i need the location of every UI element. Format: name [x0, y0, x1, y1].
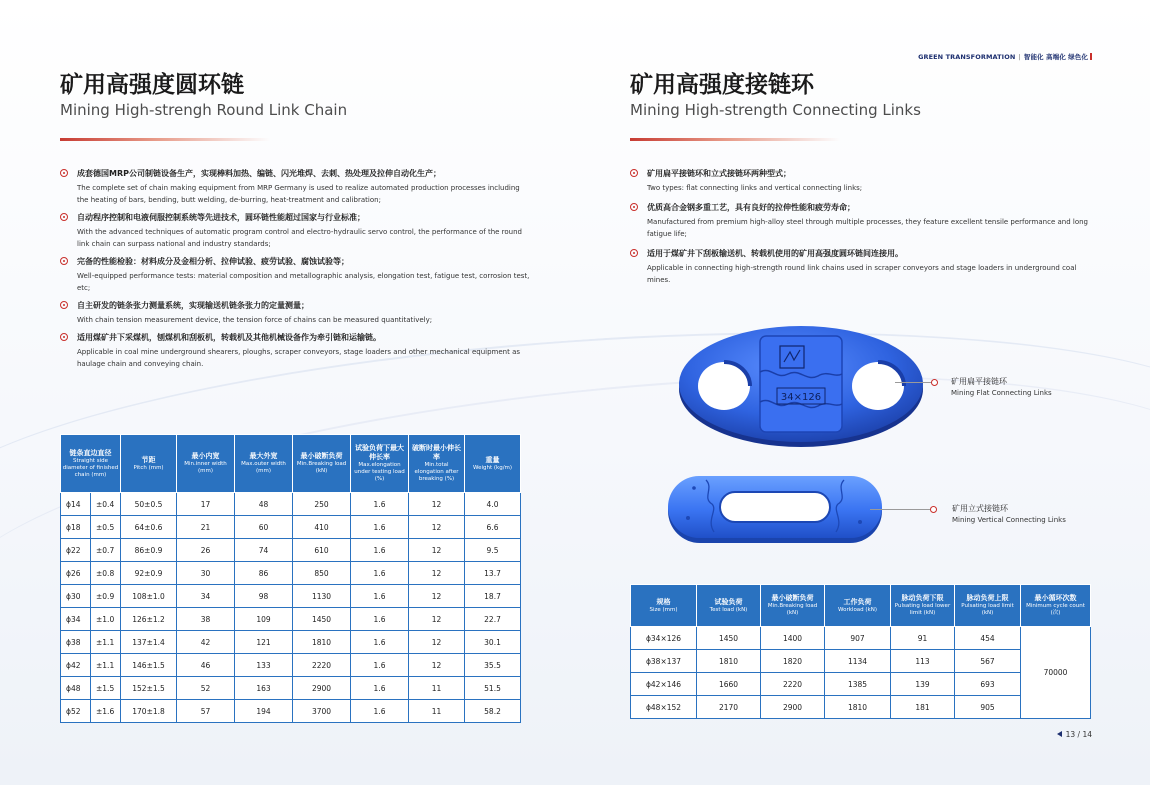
callout-en: Mining Flat Connecting Links — [951, 389, 1052, 397]
column-header: 节距 Pitch (mm) — [121, 435, 177, 493]
table-cell: 1.6 — [351, 608, 409, 631]
table-cell: ϕ42×146 — [631, 673, 697, 696]
bullet-cn: 完备的性能检验：材料成分及金相分析、拉伸试验、疲劳试验、腐蚀试验等； — [77, 257, 349, 266]
table-cell: 12 — [409, 654, 465, 677]
table-body — [61, 493, 521, 723]
bullet-icon — [630, 249, 638, 257]
previous-page-icon[interactable] — [1057, 731, 1062, 737]
bullet-icon — [60, 333, 68, 341]
table-cell: 12 — [409, 631, 465, 654]
table-row — [61, 585, 521, 608]
bullet-icon — [60, 169, 68, 177]
table-cell: 86±0.9 — [121, 539, 177, 562]
table-cell: 181 — [891, 696, 955, 719]
table-cell: 1.6 — [351, 631, 409, 654]
bullet-icon — [60, 213, 68, 221]
table-cell: 58.2 — [465, 700, 521, 723]
bullet-en: Two types: flat connecting links and vertical connecting links; — [647, 184, 863, 192]
list-item — [60, 332, 530, 370]
table-cell: 2220 — [293, 654, 351, 677]
table-cell: ϕ34×126 — [631, 627, 697, 650]
table-cell: 9.5 — [465, 539, 521, 562]
table-cell: 12 — [409, 562, 465, 585]
table-cell: 1810 — [697, 650, 761, 673]
table-row — [61, 516, 521, 539]
table-cell: 1450 — [697, 627, 761, 650]
column-header: 脉动负荷下限 Pulsating load lower limit (kN) — [891, 585, 955, 627]
table-cell: 121 — [235, 631, 293, 654]
table-cell: ±1.1 — [91, 654, 121, 677]
table-cell: 86 — [235, 562, 293, 585]
table-cell: ϕ38 — [61, 631, 91, 654]
table-cell: 410 — [293, 516, 351, 539]
table-cell: 35.5 — [465, 654, 521, 677]
callout-dot-icon — [930, 506, 937, 513]
tagline-en: GREEN TRANSFORMATION — [918, 53, 1016, 61]
column-header: 工作负荷 Workload (kN) — [825, 585, 891, 627]
bullet-cn: 自动程序控制和电液伺服控制系统等先进技术，圆环链性能超过国家与行业标准； — [77, 213, 365, 222]
left-bullet-list — [60, 168, 530, 376]
table-cell: ϕ34 — [61, 608, 91, 631]
table-cell: ±0.7 — [91, 539, 121, 562]
table-cell: 1.6 — [351, 654, 409, 677]
table-cell: ϕ30 — [61, 585, 91, 608]
list-item — [60, 256, 530, 294]
table-row — [61, 493, 521, 516]
callout-cn: 矿用立式接链环 — [952, 504, 1008, 513]
callout-leader-line — [895, 382, 933, 383]
table-cell: ±0.5 — [91, 516, 121, 539]
table-cell: 42 — [177, 631, 235, 654]
link-size-marking: 34×126 — [780, 392, 822, 403]
right-bullet-list — [630, 168, 1095, 292]
table-cell: 1400 — [761, 627, 825, 650]
table-cell: 17 — [177, 493, 235, 516]
table-cell: 12 — [409, 493, 465, 516]
table-cell: 60 — [235, 516, 293, 539]
callout-leader-line — [870, 509, 930, 510]
table-cell: 137±1.4 — [121, 631, 177, 654]
table-cell: 126±1.2 — [121, 608, 177, 631]
table-cell: 907 — [825, 627, 891, 650]
table-cell: 92±0.9 — [121, 562, 177, 585]
table-cell: 1.6 — [351, 516, 409, 539]
bullet-cn: 成套德国MRP公司制链设备生产，实现棒料加热、编链、闪光堆焊、去刺、热处理及拉伸自动化生产； — [77, 169, 441, 178]
bullet-icon — [60, 301, 68, 309]
table-cell: 1.6 — [351, 539, 409, 562]
list-item — [60, 212, 530, 250]
table-row — [61, 700, 521, 723]
table-row — [61, 562, 521, 585]
bullet-icon — [60, 257, 68, 265]
table-cell: 52 — [177, 677, 235, 700]
right-title-en: Mining High-strength Connecting Links — [630, 101, 921, 119]
list-item — [630, 168, 1095, 194]
table-cell: 12 — [409, 608, 465, 631]
table-cell: ϕ18 — [61, 516, 91, 539]
column-header: 最小破断负荷 Min.Breaking load (kN) — [293, 435, 351, 493]
table-cell: 4.0 — [465, 493, 521, 516]
bullet-en: Well-equipped performance tests: material composition and metallographic analysis, elongation test, fatigue test, corrosion test, etc; — [77, 272, 530, 292]
table-cell: 194 — [235, 700, 293, 723]
table-row — [61, 654, 521, 677]
table-cell: ϕ42 — [61, 654, 91, 677]
table-cell: 693 — [955, 673, 1021, 696]
table-cell: 98 — [235, 585, 293, 608]
table-cell: 50±0.5 — [121, 493, 177, 516]
table-cell: 152±1.5 — [121, 677, 177, 700]
table-row — [61, 539, 521, 562]
table-cell: 109 — [235, 608, 293, 631]
table-cell: ±0.4 — [91, 493, 121, 516]
table-cell: 850 — [293, 562, 351, 585]
table-cell: 21 — [177, 516, 235, 539]
left-title-cn: 矿用高强度圆环链 — [60, 72, 244, 98]
table-cell: 163 — [235, 677, 293, 700]
table-cell: 139 — [891, 673, 955, 696]
table-cell: 51.5 — [465, 677, 521, 700]
left-title-en: Mining High-strengh Round Link Chain — [60, 101, 348, 119]
table-cell: 133 — [235, 654, 293, 677]
table-cell: 146±1.5 — [121, 654, 177, 677]
left-title-rule — [60, 138, 270, 141]
column-header: 脉动负荷上限 Pulsating load limit (kN) — [955, 585, 1021, 627]
table-cell: 48 — [235, 493, 293, 516]
bullet-icon — [630, 203, 638, 211]
table-cell: 1660 — [697, 673, 761, 696]
table-cell: 30 — [177, 562, 235, 585]
table-cell: ±1.6 — [91, 700, 121, 723]
table-cell: ±0.9 — [91, 585, 121, 608]
table-cell: 34 — [177, 585, 235, 608]
tagline-accent-bar — [1090, 53, 1092, 60]
table-cell: 2220 — [761, 673, 825, 696]
table-cell: 30.1 — [465, 631, 521, 654]
page-indicator — [1057, 730, 1092, 739]
table-cell: ϕ14 — [61, 493, 91, 516]
bullet-cn: 优质高合金钢多重工艺，具有良好的拉伸性能和疲劳寿命； — [647, 203, 855, 212]
table-cell: 567 — [955, 650, 1021, 673]
table-header-row — [61, 435, 521, 493]
table-cell: 1.6 — [351, 700, 409, 723]
header-tagline: GREEN TRANSFORMATION | 智能化 高端化 绿色化 — [918, 52, 1092, 61]
table-cell: 6.6 — [465, 516, 521, 539]
table-cell: 26 — [177, 539, 235, 562]
bullet-icon — [630, 169, 638, 177]
table-cell: 12 — [409, 585, 465, 608]
table-cell: ϕ38×137 — [631, 650, 697, 673]
vertical-connecting-link-image — [666, 474, 884, 546]
table-cell: 1820 — [761, 650, 825, 673]
table-row — [61, 631, 521, 654]
table-cell: 12 — [409, 539, 465, 562]
bullet-en: With chain tension measurement device, the tension force of chains can be measured quantitatively; — [77, 316, 433, 324]
table-cell: ϕ48×152 — [631, 696, 697, 719]
table-cell: ϕ22 — [61, 539, 91, 562]
round-link-chain-spec-table — [60, 434, 521, 723]
table-cell: 18.7 — [465, 585, 521, 608]
bullet-cn: 自主研发的链条张力测量系统，实现输送机链条张力的定量测量； — [77, 301, 309, 310]
list-item — [60, 168, 530, 206]
table-cell: 1.6 — [351, 677, 409, 700]
bullet-cn: 矿用扁平接链环和立式接链环两种型式； — [647, 169, 791, 178]
table-cell: 108±1.0 — [121, 585, 177, 608]
table-cell: 2170 — [697, 696, 761, 719]
column-header: 链条直边直径 Straight side diameter of finished chain (mm) — [61, 435, 121, 493]
table-cell: 1.6 — [351, 562, 409, 585]
right-title-cn: 矿用高强度接链环 — [630, 72, 814, 98]
table-cell: 1450 — [293, 608, 351, 631]
table-cell: 1810 — [825, 696, 891, 719]
table-row — [61, 608, 521, 631]
table-cell: 2900 — [761, 696, 825, 719]
bullet-cn: 适用煤矿井下采煤机，刨煤机和刮板机，转载机及其他机械设备作为牵引链和运输链。 — [77, 333, 381, 342]
column-header: 破断时最小伸长率 Min.total elongation after breaking (%) — [409, 435, 465, 493]
column-header: 规格 Size (mm) — [631, 585, 697, 627]
table-cell: ±0.8 — [91, 562, 121, 585]
table-cell: 1385 — [825, 673, 891, 696]
right-title-rule — [630, 138, 840, 141]
bullet-en: Manufactured from premium high-alloy steel through multiple processes, they feature excellent tensile performance and long fatigue life; — [647, 218, 1088, 238]
table-header-row — [631, 585, 1091, 627]
table-cell: 1.6 — [351, 493, 409, 516]
table-cell: 12 — [409, 516, 465, 539]
table-cell: 454 — [955, 627, 1021, 650]
table-cell: ϕ52 — [61, 700, 91, 723]
bullet-cn: 适用于煤矿井下刮板输送机、转载机使用的矿用高强度圆环链间连接用。 — [647, 249, 903, 258]
bullet-en: Applicable in coal mine underground shearers, ploughs, scraper conveyors, stage loaders and other mechanical equipment as haulage chain and conveying chain. — [77, 348, 520, 368]
table-cell: 46 — [177, 654, 235, 677]
table-body — [631, 627, 1091, 719]
table-cell: 64±0.6 — [121, 516, 177, 539]
table-cell: ±1.1 — [91, 631, 121, 654]
connecting-link-spec-table — [630, 584, 1091, 719]
table-cell: 11 — [409, 677, 465, 700]
column-header: 最小内宽 Min.inner width (mm) — [177, 435, 235, 493]
callout-en: Mining Vertical Connecting Links — [952, 516, 1066, 524]
table-cell: 1130 — [293, 585, 351, 608]
table-row — [61, 677, 521, 700]
column-header: 最大外宽 Max.outer width (mm) — [235, 435, 293, 493]
column-header: 试验负荷 Test load (kN) — [697, 585, 761, 627]
table-cell: 905 — [955, 696, 1021, 719]
column-header: 试验负荷下最大伸长率 Max.elongation under testing load (%) — [351, 435, 409, 493]
table-row — [631, 627, 1091, 650]
table-cell: 1810 — [293, 631, 351, 654]
table-cell: 38 — [177, 608, 235, 631]
table-cell: 113 — [891, 650, 955, 673]
table-cell: 250 — [293, 493, 351, 516]
table-cell: ±1.0 — [91, 608, 121, 631]
tagline-cn: 智能化 高端化 绿色化 — [1023, 53, 1088, 61]
table-cell: 1.6 — [351, 585, 409, 608]
table-cell: 610 — [293, 539, 351, 562]
table-cell: 3700 — [293, 700, 351, 723]
table-cell: 13.7 — [465, 562, 521, 585]
table-cell: 170±1.8 — [121, 700, 177, 723]
list-item — [60, 300, 530, 326]
callout-dot-icon — [931, 379, 938, 386]
list-item — [630, 248, 1095, 286]
table-cell: 91 — [891, 627, 955, 650]
bullet-en: Applicable in connecting high-strength round link chains used in scraper conveyors and stage loaders in underground coal mines. — [647, 264, 1077, 284]
column-header: 最小破断负荷 Min.Breaking load (kN) — [761, 585, 825, 627]
table-cell: ±1.5 — [91, 677, 121, 700]
table-cell: 1134 — [825, 650, 891, 673]
table-cell: 57 — [177, 700, 235, 723]
table-cell: 2900 — [293, 677, 351, 700]
table-cell: ϕ48 — [61, 677, 91, 700]
table-cell: ϕ26 — [61, 562, 91, 585]
flat-connecting-link-image — [676, 322, 926, 452]
column-header: 重量 Weight (kg/m) — [465, 435, 521, 493]
table-cell: 22.7 — [465, 608, 521, 631]
merged-cycle-count-cell: 70000 — [1021, 627, 1091, 719]
bullet-en: With the advanced techniques of automatic program control and electro-hydraulic servo control, the performance of the round link chain can surpass national and industry standards; — [77, 228, 522, 248]
callout-cn: 矿用扁平接链环 — [951, 377, 1007, 386]
list-item — [630, 202, 1095, 240]
column-header: 最小循环次数 Minimum cycle count (次) — [1021, 585, 1091, 627]
page-number: 13 / 14 — [1065, 730, 1092, 739]
bullet-en: The complete set of chain making equipment from MRP Germany is used to realize automated production processes including the heating of bars, bending, butt welding, de-burring, heat-treatment and calibration; — [77, 184, 520, 204]
table-cell: 74 — [235, 539, 293, 562]
table-cell: 11 — [409, 700, 465, 723]
